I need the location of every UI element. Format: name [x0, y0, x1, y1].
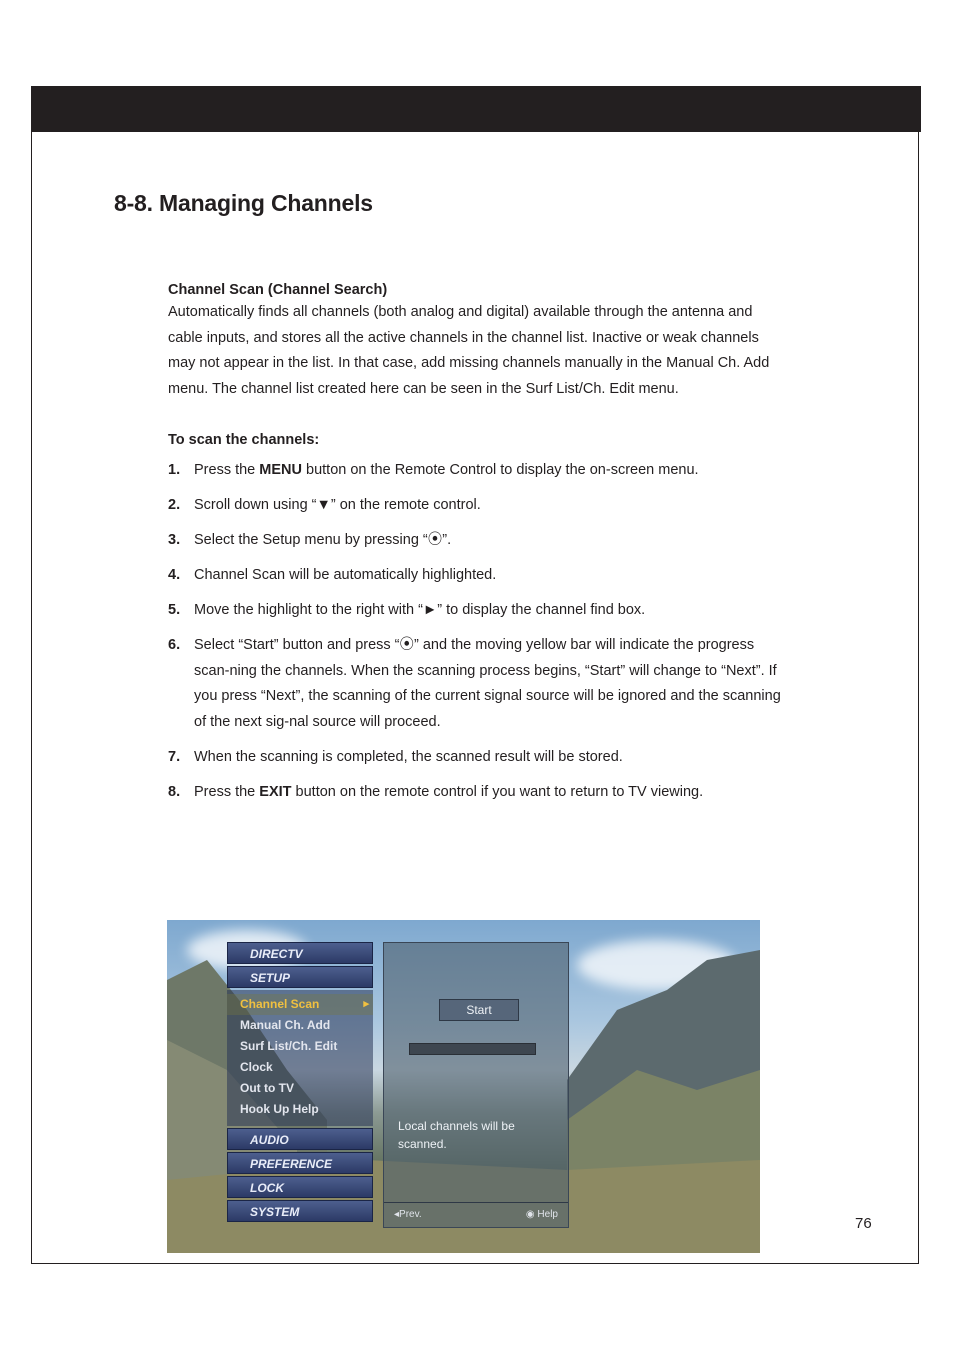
step-number: 5. [168, 602, 181, 618]
step-number: 7. [168, 748, 181, 765]
step-text: Press the [194, 462, 260, 478]
step-text: Select the Setup menu by pressing “⦿”. [194, 532, 452, 548]
step-item [168, 598, 788, 624]
menu-category-audio[interactable]: AUDIO [227, 1128, 373, 1150]
step-item [168, 780, 788, 806]
channel-scan-subtitle: Channel Scan (Channel Search) [168, 282, 388, 298]
step-text: Channel Scan will be automatically highlighted. [194, 567, 497, 583]
step-text: Scroll down using “▼” on the remote control. [194, 497, 481, 513]
prev-label[interactable]: ◂Prev. [394, 1209, 422, 1220]
menu-item[interactable]: Clock [240, 1060, 273, 1074]
steps-list [168, 458, 788, 805]
steps-title: To scan the channels: [168, 432, 320, 448]
step-text: When the scanning is completed, the scanned result will be stored. [194, 748, 623, 765]
tv-screenshot [167, 920, 760, 1253]
step-number: 4. [168, 567, 181, 583]
page-title: 8-8. Managing Channels [114, 190, 373, 216]
step-item [168, 493, 788, 519]
help-icon: ◉ [525, 1209, 538, 1220]
step-item [168, 458, 788, 484]
help-label[interactable] [526, 1209, 558, 1220]
step-text: Select “Start” button and press “⦿” and the moving yellow bar will indicate the progress scan-ning the channels. When the scanning process begins, “Start” will change to “Next”. If you press “Next”, the scanning of the current signal source will be ignored and the scanning of the next sig-nal source will proceed. [194, 637, 781, 730]
menu-category-lock[interactable]: LOCK [227, 1176, 373, 1198]
step-text: Move the highlight to the right with “►” to display the channel find box. [194, 602, 646, 618]
menu-item[interactable]: Out to TV [240, 1081, 294, 1095]
step-number: 3. [168, 532, 181, 548]
setup-menu-items [227, 990, 373, 1126]
step-number: 6. [168, 637, 181, 653]
menu-category-preference[interactable]: PREFERENCE [227, 1152, 373, 1174]
step-text: button on the Remote Control to display the on-screen menu. [301, 462, 699, 478]
step-text: Press the [194, 783, 260, 800]
menu-category-system[interactable]: SYSTEM [227, 1200, 373, 1222]
step-keyword: MENU [259, 462, 302, 478]
scan-progress-bar [409, 1043, 536, 1055]
step-number: 8. [168, 783, 181, 800]
start-button[interactable]: Start [439, 999, 519, 1021]
step-text: button on the remote control if you want to return to TV viewing. [291, 783, 704, 800]
menu-category-directv[interactable]: DIRECTV [227, 942, 373, 964]
content [168, 282, 788, 805]
panel-footer [384, 1202, 568, 1227]
header-bar [31, 86, 921, 132]
menu-item[interactable]: Manual Ch. Add [240, 1018, 331, 1032]
setup-menu [227, 942, 373, 1224]
menu-item[interactable]: Surf List/Ch. Edit [240, 1039, 338, 1053]
channel-find-box [383, 942, 569, 1228]
step-number: 2. [168, 497, 181, 513]
menu-item[interactable]: Channel Scan ▸ [227, 994, 373, 1015]
step-item [168, 745, 788, 771]
menu-item[interactable]: Hook Up Help [240, 1102, 319, 1116]
channel-scan-description: Automatically finds all channels (both analog and digital) available through the antenna and cable inputs, and stores all the active channels in the channel list. Inactive or weak channels may not appear in the list. In that case, add missing channels manually in the Manual Ch. Add menu. The channel list created here can be seen in the Surf List/Ch. Edit menu. [168, 304, 770, 397]
help-text: Help [537, 1209, 558, 1220]
step-keyword: EXIT [259, 783, 292, 800]
menu-category-setup[interactable]: SETUP [227, 966, 373, 988]
page-number: 76 [855, 1215, 872, 1232]
step-number: 1. [168, 462, 181, 478]
step-item [168, 563, 788, 589]
step-item [168, 528, 788, 554]
step-item [168, 633, 788, 735]
scan-message: Local channels will be scanned. [398, 1119, 515, 1151]
